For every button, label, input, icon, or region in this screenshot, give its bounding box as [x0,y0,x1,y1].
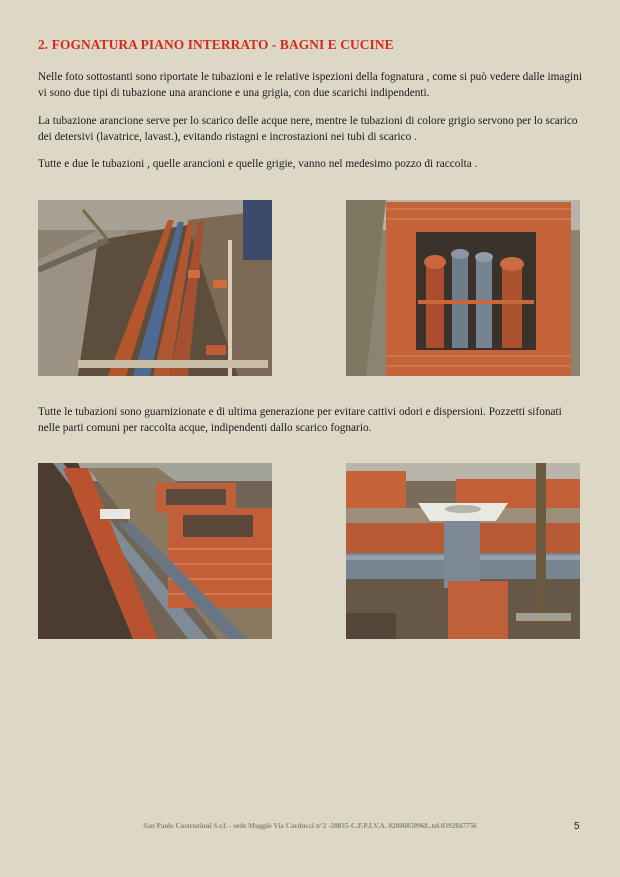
footer-company-info: San Paolo Costruzioni S.r.l. - sede Muggiò Via Carducci n°2 -20835-C.F.P.I.V.A. 02806850968..tel.0392847756 [143,822,477,830]
paragraph-collection-well: Tutte e due le tubazioni , quelle arancioni e quelle grigie, vanno nel medesimo pozzo di raccolta . [38,158,478,170]
paragraph-pipes-usage: La tubazione arancione serve per lo scarico delle acque nere, mentre le tubazioni di colore grigio servono per lo scarico dei detersivi (lavatrice, lavast.), evitando ristagni e incrostazioni nei tubi di scarico . [38,115,578,143]
photo-grey-pipe-siphon [346,463,580,639]
paragraph-intro: Nelle foto sottostanti sono riportate le tubazioni e le relative ispezioni della fognatura , come si può vedere dalle imagini vi sono due tipi di tubazione una arancione e una grigia, con due scarichi indipendenti. [38,71,582,99]
photo-pipes-trench [38,200,272,376]
section-title: 2. FOGNATURA PIANO INTERRATO - BAGNI E CUCINE [38,37,394,52]
photo-brick-inspection-boxes [38,463,272,639]
photo-brick-manhole [346,200,580,376]
paragraph-seals: Tutte le tubazioni sono guarnizionate e di ultima generazione per evitare cattivi odori e dispersioni. Pozzetti sifonati nelle parti comuni per raccolta acque, indipendenti dallo scarico fognario. [38,406,562,434]
page-number: 5 [574,821,580,832]
